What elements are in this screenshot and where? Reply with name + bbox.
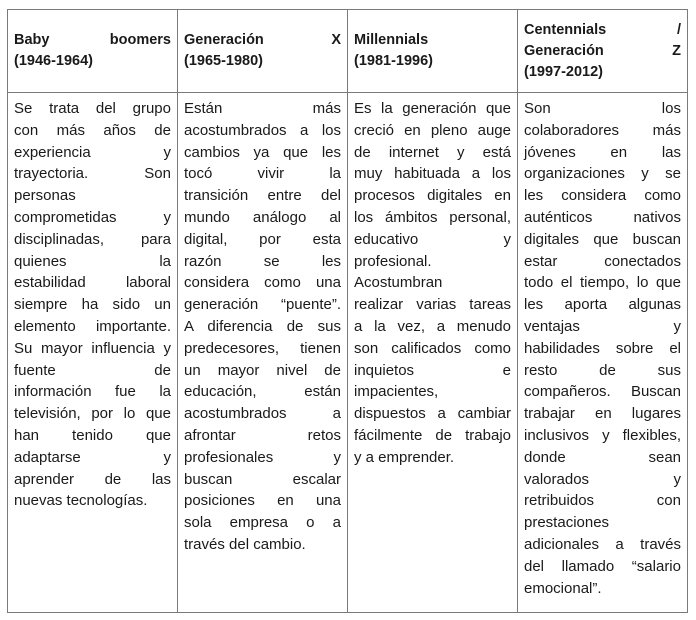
cell-text-line: comprometidas y <box>14 208 171 226</box>
cell-text-line: elemento importante. <box>14 317 171 335</box>
cell-text-line: valorados y <box>524 470 681 488</box>
cell-text-line: y a emprender. <box>354 448 455 466</box>
cell-text-line: ventajas y <box>524 317 681 335</box>
generations-table <box>7 9 688 613</box>
cell-text-line: colaboradores más <box>524 121 681 139</box>
cell-text-line: digital, por esta <box>184 230 341 248</box>
cell-text-line: realizar varias tareas <box>354 296 511 314</box>
cell-text-line: mundo análogo al <box>184 208 341 226</box>
cell-text-line: disciplinadas, para <box>14 230 171 248</box>
body-cell <box>518 93 688 613</box>
cell-text-line: organizaciones y se <box>524 165 681 183</box>
cell-text-line: profesionales y <box>184 448 341 466</box>
cell-text-line: Son los <box>524 100 681 117</box>
cell-text-line: inquietos e <box>354 361 511 379</box>
cell-text-line: impacientes, <box>354 383 439 401</box>
cell-text-line: Están más <box>184 100 341 117</box>
cell-text-line: Se trata del grupo <box>14 100 171 117</box>
header-cell <box>348 10 518 93</box>
cell-text-line: afrontar retos <box>184 426 341 444</box>
cell-text-line: compañeros. Buscan <box>524 383 681 401</box>
cell-text-line: nuevas tecnologías. <box>14 492 148 510</box>
cell-text-line: experiencia y <box>14 143 171 161</box>
header-cell <box>518 10 688 93</box>
cell-text-line: información fue la <box>14 383 171 401</box>
header-text-line: Millennials <box>354 32 429 48</box>
header-text-line: Centennials / <box>524 21 681 38</box>
cell-text-line: a la vez, a menudo <box>354 317 511 335</box>
cell-text-line: educativo y <box>354 230 511 248</box>
cell-text-line: A diferencia de sus <box>184 317 341 335</box>
header-text-line: (1946-1964) <box>14 53 93 69</box>
cell-text-line: muy habituada a los <box>354 165 511 183</box>
cell-text-line: generación “puente”. <box>184 296 341 314</box>
cell-text-line: predecesores, tienen <box>184 339 341 357</box>
cell-text-line: del llamado “salario <box>524 557 681 575</box>
cell-text-line: fácilmente de trabajo <box>354 426 511 444</box>
cell-text-line: habilidades sobre el <box>524 339 681 357</box>
cell-text-line: buscan escalar <box>184 470 341 488</box>
cell-text-line: profesional. <box>354 252 432 270</box>
cell-text-line: tocó vivir la <box>184 165 341 183</box>
header-cell <box>8 10 178 93</box>
cell-text-line: estabilidad laboral <box>14 274 171 292</box>
cell-text-line: trabajar en lugares <box>524 405 681 423</box>
cell-text-line: de internet y está <box>354 143 511 161</box>
cell-text-line: donde sean <box>524 448 681 466</box>
cell-text-line: posiciones en una <box>184 492 341 510</box>
cell-text-line: con más años de <box>14 121 171 139</box>
header-cell <box>178 10 348 93</box>
cell-text-line: través del cambio. <box>184 535 306 553</box>
cell-text-line: han tenido que <box>14 426 171 444</box>
cell-text-line: Su mayor influencia y <box>14 339 171 357</box>
cell-text-line: creció en pleno auge <box>354 121 511 139</box>
cell-text-line: les considera como <box>524 187 681 205</box>
cell-text-line: adicionales a través <box>524 535 681 553</box>
header-text-line: (1997-2012) <box>524 63 603 80</box>
cell-text-line: fuente de <box>14 361 171 379</box>
cell-text-line: los ámbitos personal, <box>354 208 511 226</box>
cell-text-line: aprender de las <box>14 470 171 488</box>
cell-text-line: personas <box>14 187 76 205</box>
cell-text-line: acostumbrados a <box>184 405 341 423</box>
body-row <box>8 93 688 613</box>
cell-text-line: adaptarse y <box>14 448 171 466</box>
cell-text-line: siempre ha sido un <box>14 296 171 314</box>
cell-text-line: Acostumbran <box>354 274 443 292</box>
cell-text-line: transición entre del <box>184 187 341 205</box>
cell-text-line: estar conectados <box>524 252 681 270</box>
cell-text-line: emocional”. <box>524 579 602 597</box>
cell-text-line: acostumbrados a los <box>184 121 341 139</box>
cell-text-line: Es la generación que <box>354 100 511 117</box>
header-text-line: Generación Z <box>524 42 681 59</box>
cell-text-line: sola empresa o a <box>184 514 341 532</box>
header-text-line: (1981-1996) <box>354 53 433 69</box>
cell-text-line: inclusivos y flexibles, <box>524 426 681 444</box>
cell-text-line: todo el tiempo, lo que <box>524 274 681 292</box>
header-text-line: Baby boomers <box>14 32 171 48</box>
cell-text-line: cambios ya que les <box>184 143 341 161</box>
cell-text-line: resto de sus <box>524 361 681 379</box>
cell-text-line: trayectoria. Son <box>14 165 171 183</box>
header-text-line: (1965-1980) <box>184 53 263 69</box>
cell-text-line: razón se les <box>184 252 341 270</box>
cell-text-line: quienes la <box>14 252 171 270</box>
body-cell <box>178 93 348 613</box>
cell-text-line: dispuestos a cambiar <box>354 405 511 423</box>
cell-text-line: televisión, por lo que <box>14 405 171 423</box>
cell-text-line: prestaciones <box>524 514 610 532</box>
cell-text-line: un mayor nivel de <box>184 361 341 379</box>
cell-text-line: digitales que buscan <box>524 230 681 248</box>
header-text-line: Generación X <box>184 32 341 48</box>
cell-text-line: procesos digitales en <box>354 187 511 205</box>
cell-text-line: son calificados como <box>354 339 511 357</box>
body-cell <box>8 93 178 613</box>
cell-text-line: retribuidos con <box>524 492 681 510</box>
header-row <box>8 10 688 93</box>
cell-text-line: auténticos nativos <box>524 208 681 226</box>
cell-text-line: educación, están <box>184 383 341 401</box>
cell-text-line: considera como una <box>184 274 341 292</box>
cell-text-line: les aporta algunas <box>524 296 681 314</box>
body-cell <box>348 93 518 613</box>
cell-text-line: jóvenes en las <box>524 143 681 161</box>
